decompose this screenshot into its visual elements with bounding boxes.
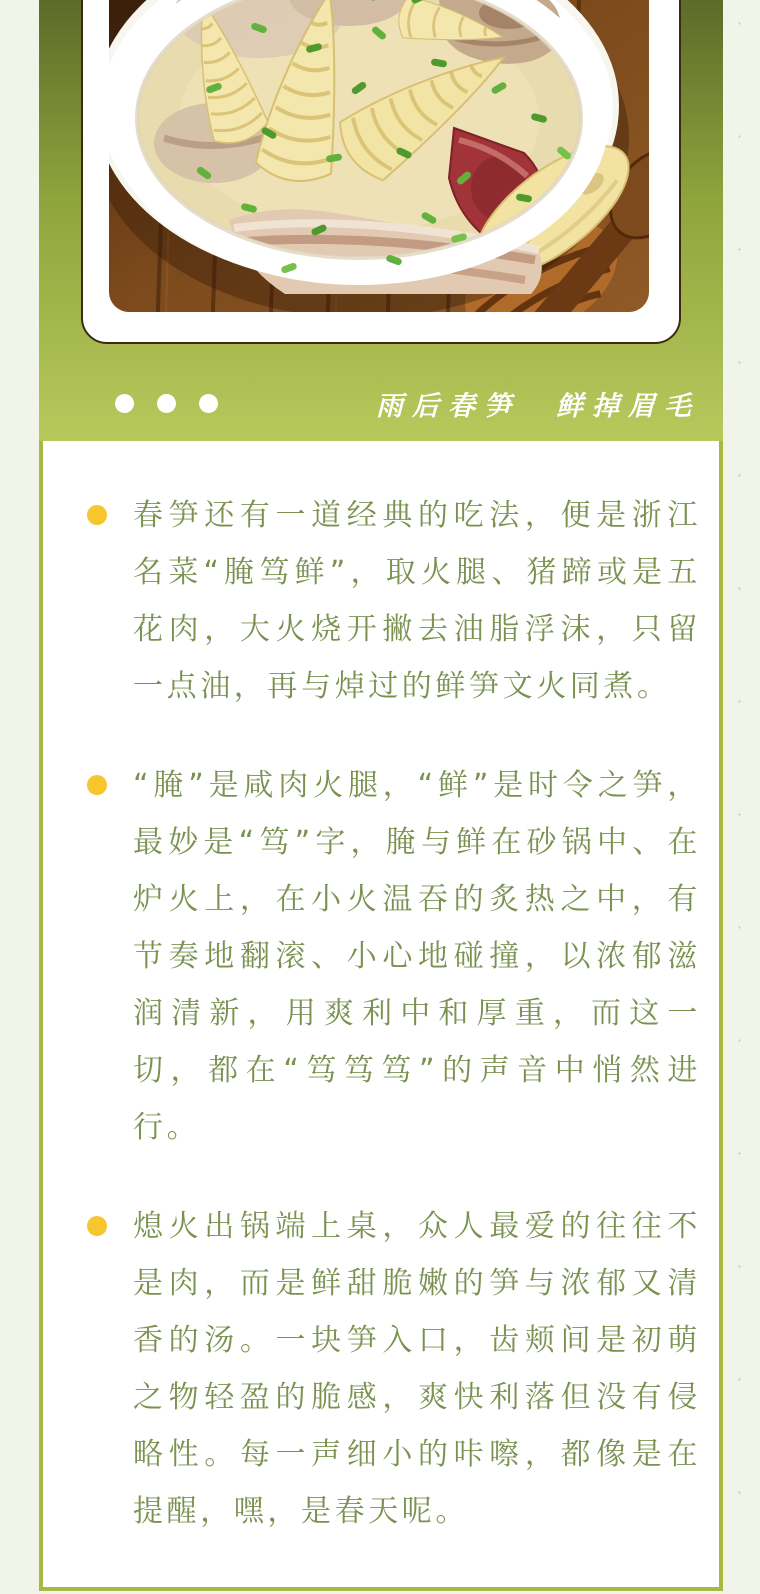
photo-caption: 雨后春笋 鲜掉眉毛 <box>376 390 700 422</box>
carousel-dots <box>115 394 241 413</box>
banner-caption-row <box>115 383 700 423</box>
dot <box>157 394 176 413</box>
paragraph-text: “腌”是咸肉火腿，“鲜”是时令之笋，最妙是“笃”字，腌与鲜在砂锅中、在炉火上，在小火温吞的炙热之中，有节奏地翻滚、小心地碰撞，以浓郁滋润清新，用爽利中和厚重，而这一切，都在“笃笃笃”的声音中悄然进行。 <box>133 768 701 1145</box>
paragraph <box>43 1198 719 1540</box>
article-column <box>39 0 723 1591</box>
dot <box>115 394 134 413</box>
bullet-dot <box>87 1216 107 1236</box>
paragraph <box>43 487 719 715</box>
article-body <box>43 441 719 1587</box>
dish-photo <box>109 0 649 312</box>
bullet-dot <box>87 775 107 795</box>
paragraph-text: 熄火出锅端上桌，众人最爱的往往不是肉，而是鲜甜脆嫩的笋与浓郁又清香的汤。一块笋入口，齿颊间是初萌之物轻盈的脆感，爽快利落但没有侵略性。每一声细小的咔嚓，都像是在提醒，嘿，是春天呢。 <box>133 1209 701 1529</box>
paragraph <box>43 757 719 1156</box>
photo-card <box>81 0 681 344</box>
dot <box>199 394 218 413</box>
bullet-dot <box>87 505 107 525</box>
green-banner <box>39 0 723 441</box>
paragraph-text: 春笋还有一道经典的吃法，便是浙江名菜“腌笃鲜”，取火腿、猪蹄或是五花肉，大火烧开撇去油脂浮沫，只留一点油，再与焯过的鲜笋文火同煮。 <box>133 498 701 704</box>
photo-frame <box>109 0 649 312</box>
